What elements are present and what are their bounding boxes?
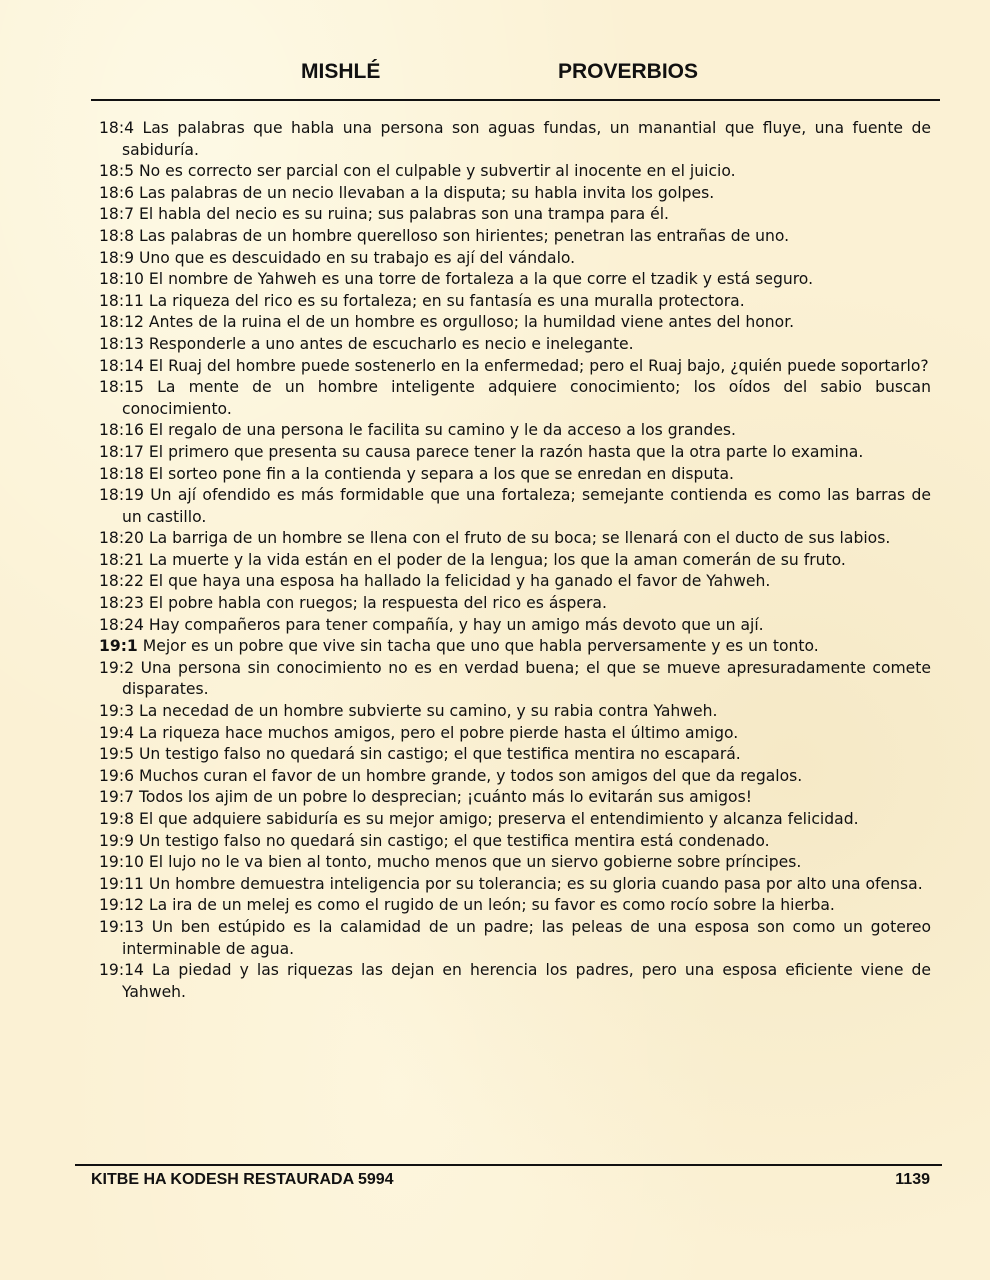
verse-text: El pobre habla con ruegos; la respuesta del rico es áspera. [148,594,607,613]
verse [99,204,931,226]
verse-text: El lujo no le va bien al tonto, mucho menos que un siervo gobierne sobre príncipes. [148,853,802,872]
verse [99,291,931,313]
verse-text: Uno que es descuidado en su trabajo es ají del vándalo. [139,248,576,267]
verse [99,485,931,528]
verse [99,464,931,486]
verse [99,248,931,270]
verse-reference: 18:9 [99,248,135,267]
verse-text: La piedad y las riquezas las dejan en herencia los padres, pero una esposa eficiente viene de Yahweh. [122,961,931,1001]
verse-reference: 19:3 [99,702,135,721]
verse-reference: 19:1 [99,637,138,656]
verse-reference: 18:23 [99,594,144,613]
verse-text: La riqueza del rico es su fortaleza; en su fantasía es una muralla protectora. [148,291,745,310]
verse-reference: 19:8 [99,810,135,828]
verse-text: No es correcto ser parcial con el culpable y subvertir al inocente en el juicio. [139,162,736,181]
verse-reference: 18:21 [99,550,144,569]
verse-reference: 18:24 [99,615,144,634]
verse [99,528,931,550]
verse [99,787,931,809]
verse-reference: 18:20 [99,529,144,548]
verse [99,744,931,766]
verse-reference: 18:16 [99,421,144,440]
verse [99,312,931,334]
verse-text: La necedad de un hombre subvierte su camino, y su rabia contra Yahweh. [139,702,718,721]
verse [99,161,931,183]
verse-reference: 19:14 [99,961,144,980]
verse [99,766,931,788]
verse [99,571,931,593]
verse-text: El Ruaj del hombre puede sostenerlo en la enfermedad; pero el Ruaj bajo, ¿quién puede soportarlo? [148,356,929,375]
verse-text: Una persona sin conocimiento no es en verdad buena; el que se mueve apresuradamente comete disparates. [122,658,931,699]
verse-text: El que adquiere sabiduría es su mejor amigo; preserva el entendimiento y alcanza felicidad. [139,810,859,828]
verse-text: Un hombre demuestra inteligencia por su tolerancia; es su gloria cuando pasa por alto una ofensa. [148,874,923,893]
verse [99,895,931,917]
verse-reference: 18:7 [99,205,135,224]
verse [99,442,931,464]
verse-text: La muerte y la vida están en el poder de la lengua; los que la aman comerán de su fruto. [148,550,846,569]
verse-text: Mejor es un pobre que vive sin tacha que uno que habla perversamente y es un tonto. [142,637,819,656]
verse [99,356,931,378]
verse [99,960,931,1003]
verse-text: Un testigo falso no quedará sin castigo; el que testifica mentira no escapará. [139,745,741,764]
verse-text: Un testigo falso no quedará sin castigo; el que testifica mentira está condenado. [139,831,770,850]
verse [99,420,931,442]
verse-reference: 18:6 [99,183,135,202]
verse-text: La barriga de un hombre se llena con el fruto de su boca; se llenará con el ducto de sus labios. [148,529,891,548]
verse-text: El primero que presenta su causa parece tener la razón hasta que la otra parte lo examina. [148,442,864,461]
verse [99,809,931,831]
edition-label: KITBE HA KODESH RESTAURADA 5994 [91,1171,394,1188]
verse-reference: 19:11 [99,874,144,893]
verse-reference: 19:13 [99,917,144,936]
verse-reference: 18:12 [99,313,144,332]
verse-list [99,118,931,1003]
verse-reference: 19:5 [99,745,135,764]
verse-text: El habla del necio es su ruina; sus palabras son una trampa para él. [139,205,670,224]
verse-reference: 19:6 [99,766,135,785]
verse [99,852,931,874]
verse-reference: 18:10 [99,270,144,289]
verse [99,701,931,723]
verse-text: El regalo de una persona le facilita su camino y le da acceso a los grandes. [148,421,737,440]
verse [99,269,931,291]
verse-reference: 18:15 [99,378,144,397]
verse-reference: 18:18 [99,464,144,483]
footer-divider [75,1164,942,1166]
header-divider [91,99,940,101]
verse-text: El sorteo pone fin a la contienda y separa a los que se enredan en disputa. [148,464,734,483]
verse [99,334,931,356]
verse-reference: 19:7 [99,788,135,807]
verse-text: Todos los ajim de un pobre lo desprecian; ¡cuánto más lo evitarán sus amigos! [139,788,752,807]
page-number: 1139 [895,1171,930,1188]
verse-reference: 19:12 [99,896,144,915]
verse-reference: 18:4 [99,119,135,137]
verse-reference: 19:9 [99,831,135,850]
verse-text: Responderle a uno antes de escucharlo es necio e inelegante. [148,334,634,353]
verse-text: El que haya una esposa ha hallado la felicidad y ha ganado el favor de Yahweh. [148,572,771,591]
verse-reference: 18:11 [99,291,144,310]
verse-reference: 19:4 [99,723,135,742]
verse-reference: 18:17 [99,442,144,461]
verse [99,831,931,853]
verse-text: Las palabras de un hombre querelloso son hirientes; penetran las entrañas de uno. [139,226,790,245]
verse [99,226,931,248]
verse-text: Las palabras de un necio llevaban a la disputa; su habla invita los golpes. [139,183,715,202]
verse-reference: 18:13 [99,334,144,353]
verse-text: La riqueza hace muchos amigos, pero el pobre pierde hasta el último amigo. [139,723,739,742]
verse-reference: 19:2 [99,658,135,677]
verse [99,658,931,701]
verse-reference: 18:8 [99,226,135,245]
verse [99,723,931,745]
verse-text: Un ben estúpido es la calamidad de un padre; las peleas de una esposa son como un gotereo interminable de agua. [122,917,931,958]
book-title-hebrew: MISHLÉ [301,60,381,83]
verse [99,636,931,658]
verse-text: Antes de la ruina el de un hombre es orgulloso; la humildad viene antes del honor. [148,313,795,332]
verse-text: Muchos curan el favor de un hombre grande, y todos son amigos del que da regalos. [139,766,803,785]
verse [99,874,931,896]
verse-text: Hay compañeros para tener compañía, y hay un amigo más devoto que un ají. [148,615,764,634]
verse [99,615,931,637]
verse [99,118,931,161]
verse-reference: 18:22 [99,572,144,591]
verse [99,593,931,615]
verse-reference: 18:19 [99,486,144,505]
verse-text: La mente de un hombre inteligente adquiere conocimiento; los oídos del sabio buscan conocimiento. [122,378,931,418]
verse [99,550,931,572]
verse-reference: 18:5 [99,162,135,181]
page-header [0,60,990,90]
verse [99,183,931,205]
verse [99,917,931,960]
verse-text: Las palabras que habla una persona son aguas fundas, un manantial que fluye, una fuente de sabiduría. [122,119,931,159]
verse [99,377,931,420]
verse-text: La ira de un melej es como el rugido de un león; su favor es como rocío sobre la hierba. [148,896,835,915]
verse-reference: 19:10 [99,853,144,872]
verse-text: El nombre de Yahweh es una torre de fortaleza a la que corre el tzadik y está seguro. [148,270,814,289]
book-title-spanish: PROVERBIOS [558,60,699,83]
verse-reference: 18:14 [99,356,144,375]
verse-text: Un ají ofendido es más formidable que una fortaleza; semejante contienda es como las barras de un castillo. [122,486,931,526]
